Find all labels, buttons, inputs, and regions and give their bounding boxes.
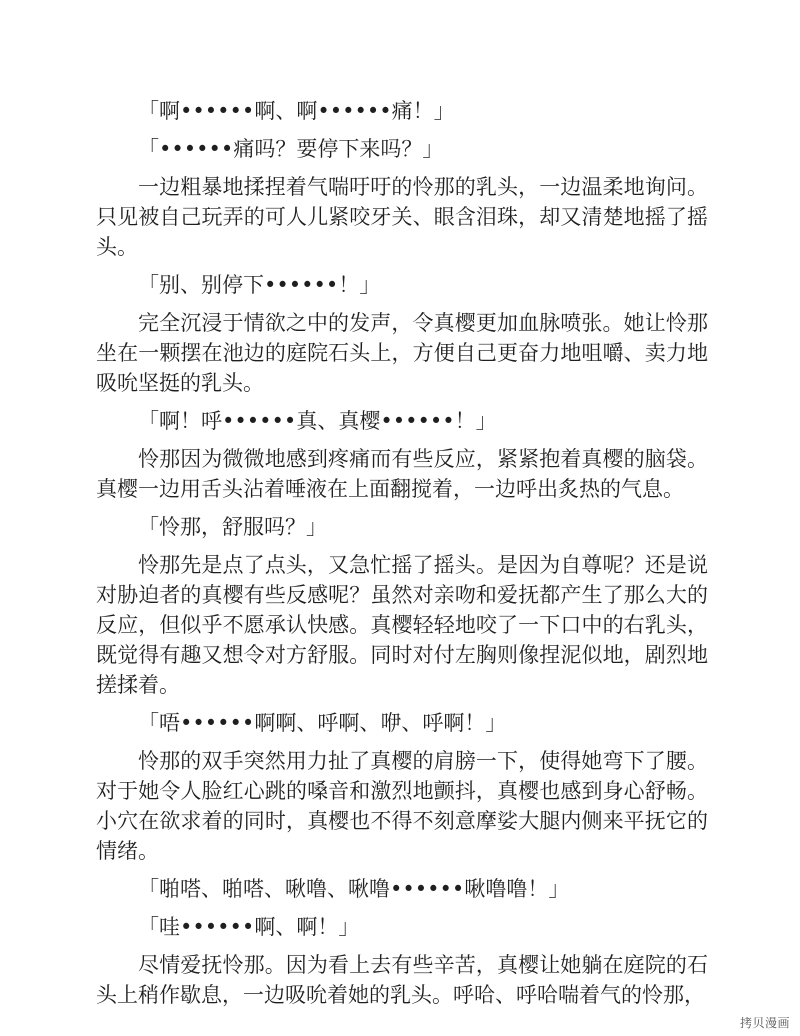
novel-page [96,96,708,1018]
dialogue-line: 「啪嗒、啪嗒、啾噜、啾噜••••••啾噜噜！」 [138,877,570,901]
dialogue-line: 「哇••••••啊、啊！」 [138,915,360,939]
narration-paragraph: 完全沉浸于情欲之中的发声，令真樱更加血脉喷张。她让怜那坐在一颗摆在池边的庭院石头上，方便自己更奋力地咀嚼、卖力地吸吮坚挺的乳头。 [96,311,708,395]
narration-paragraph: 怜那先是点了点头，又急忙摇了摇头。是因为自尊呢？还是说对胁迫者的真樱有些反感呢？虽然对亲吻和爱抚都产生了那么大的反应，但似乎不愿承认快感。真樱轻轻地咬了一下口中的右乳头，既觉得有趣又想令对方舒服。同时对付左胸则像捏泥似地，剧烈地搓揉着。 [96,553,708,697]
watermark: 拷贝漫画 [739,1016,790,1030]
dialogue-line: 「唔••••••啊啊、呼啊、咿、呼啊！」 [138,711,507,735]
narration-paragraph: 尽情爱抚怜那。因为看上去有些辛苦，真樱让她躺在庭院的石头上稍作歇息，一边吸吮着她的乳头。呼哈、呼哈喘着气的怜那， [96,953,708,1007]
dialogue-line: 「别、别停下••••••！」 [138,273,381,297]
narration-paragraph: 一边粗暴地揉捏着气喘吁吁的怜那的乳头，一边温柔地询问。只见被自己玩弄的可人儿紧咬牙关、眼含泪珠，却又清楚地摇了摇头。 [96,175,708,259]
dialogue-line: 「啊！呼••••••真、真樱••••••！」 [138,409,497,433]
dialogue-line: 「啊••••••啊、啊••••••痛！」 [138,99,455,123]
narration-paragraph: 怜那的双手突然用力扯了真樱的肩膀一下，使得她弯下了腰。对于她令人脸红心跳的嗓音和激烈地颤抖，真樱也感到身心舒畅。小穴在欲求着的同时，真樱也不得不刻意摩娑大腿内侧来平抚它的情绪。 [96,749,708,863]
dialogue-line: 「••••••痛吗？要停下来吗？」 [138,137,444,161]
narration-paragraph: 怜那因为微微地感到疼痛而有些反应，紧紧抱着真樱的脑袋。真樱一边用舌头沾着唾液在上面翻搅着，一边呼出炙热的气息。 [96,447,708,501]
dialogue-line: 「怜那，舒服吗？」 [138,515,327,539]
